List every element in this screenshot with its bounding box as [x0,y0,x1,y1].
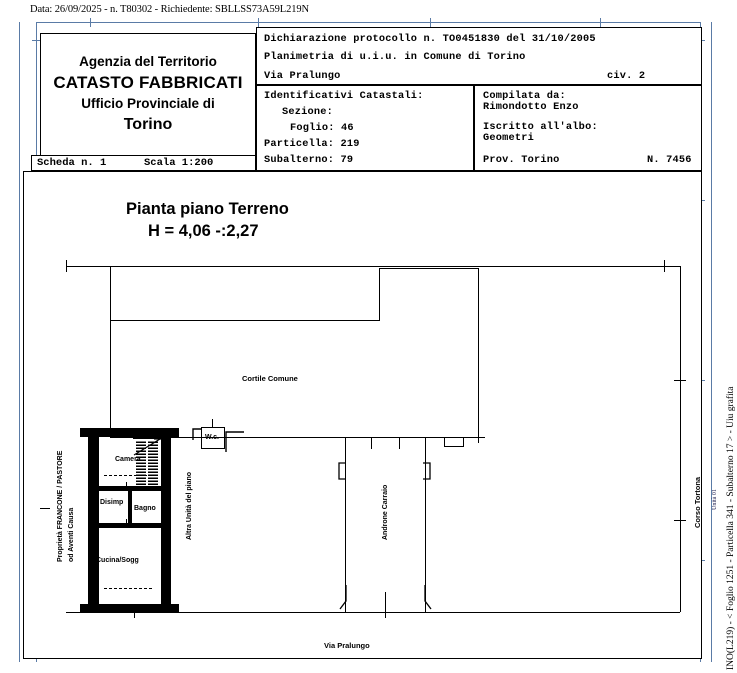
passage-top-right-edge [399,437,425,438]
identifier-particella: Particella: 219 [264,138,360,150]
compiled-by-title: Compilata da: [483,90,566,102]
identifier-subalterno: Subalterno: 79 [264,154,354,166]
courtyard-wall-left [110,272,111,438]
label-other-unit: Altra Unità del piano [186,471,193,540]
reg-tick-top-3 [430,18,431,27]
wc-door-icon [191,428,203,450]
identifier-sezione: Sezione: [282,106,334,118]
label-room-camera: Camera [115,456,141,463]
label-owner-1: Proprietà FRANCONE / PASTORE [57,450,64,562]
right-margin-small-caption: Unità 01 [712,489,718,510]
registered-title: Iscritto all'albo: [483,121,598,133]
passage-jamb-right [399,437,400,449]
reg-line-left-outer [19,22,20,662]
label-room-disimp: Disimp [100,499,124,506]
plan-height-note: H = 4,06 -:2,27 [148,222,259,240]
passage-recess-right-icon [419,462,433,482]
label-room-bagno: Bagno [134,505,156,512]
unit-top-stub-right [159,428,179,437]
agency-line-3: Ufficio Provinciale di [81,96,215,111]
corso-tortona-edge-line [680,266,681,612]
label-street-bottom: Via Pralungo [324,641,370,650]
wc-adjacent-corner-icon [224,430,246,454]
passage-recess-left-icon [337,462,351,482]
reg-tick-top-1 [90,18,91,27]
info-divider-vertical [473,84,475,172]
right-margin-caption: INO(L219) - < Foglio 1251 - Particella 341 - Subalterno 17 > - Uiu grafita [726,386,736,670]
street-tick-2 [385,606,386,618]
reg-tick-top-2 [258,18,259,27]
unit-partition-3 [128,491,132,523]
boundary-tick-right [664,260,665,272]
plan-title: Pianta piano Terreno [126,200,289,218]
courtyard-step-riser [379,268,380,321]
courtyard-corner-connector [110,266,111,274]
street-tick-1 [134,606,135,618]
courtyard-wall-top-left [110,320,380,321]
identifier-foglio: Foglio: 46 [290,122,354,134]
unit-wall-left [88,428,99,613]
scheda-scale: Scala 1:200 [144,157,214,169]
opening-cucina [104,588,152,589]
label-street-right: Corso Tortona [693,476,702,528]
right-block-niche [444,437,464,447]
identifiers-title: Identificativi Catastali: [264,90,424,102]
unit-partition-2 [99,523,161,528]
info-divider-horizontal [257,84,701,86]
label-wc: W.c. [205,434,220,441]
boundary-tick-left [66,260,67,272]
wc-tick-top [212,419,213,428]
unit-top-stub-left [80,428,100,437]
request-header-line: Data: 26/09/2025 - n. T80302 - Richiedente: SBLLSS73A59L219N [30,4,310,15]
declaration-info-box [256,27,702,171]
street-name: Via Pralungo [264,70,341,82]
lot-boundary-top [66,266,680,267]
courtyard-wall-top-right [379,268,479,269]
civic-number: civ. 2 [607,70,646,82]
corso-tick-1 [674,380,686,381]
label-room-cucina: Cucina/Sogg [96,557,139,564]
province-label: Prov. Torino [483,154,560,166]
passage-jamb-left [371,437,372,449]
courtyard-wall-right [478,268,479,438]
agency-line-2: CATASTO FABBRICATI [53,73,243,92]
register-number: N. 7456 [647,154,692,166]
street-edge-line [66,612,680,613]
reg-tick-top-4 [600,18,601,27]
reg-line-right-outer [711,22,712,662]
corso-tick-2 [674,520,686,521]
label-owner-2: od Aventi Causa [68,507,75,562]
declaration-protocol: Dichiarazione protocollo n. TO0451830 del 31/10/2005 [264,33,596,45]
passage-top-left-edge [345,437,371,438]
door-mark-2 [126,519,127,528]
door-mark-1 [126,482,127,491]
scheda-number: Scheda n. 1 [37,157,107,169]
label-passage: Androne Carraio [382,484,389,540]
door-mark-3 [161,508,163,517]
reg-line-top [36,22,701,23]
agency-line-4: Torino [123,116,173,133]
scheda-bar [31,155,256,171]
agency-line-1: Agenzia del Territorio [79,54,217,69]
registered-value: Geometri [483,132,535,144]
compiled-by-name: Rimondotto Enzo [483,101,579,113]
planimetry-line: Planimetria di u.i.u. in Comune di Torino [264,51,526,63]
label-courtyard: Cortile Comune [242,374,298,383]
owner-leader-line [40,508,50,509]
agency-block [40,33,256,159]
